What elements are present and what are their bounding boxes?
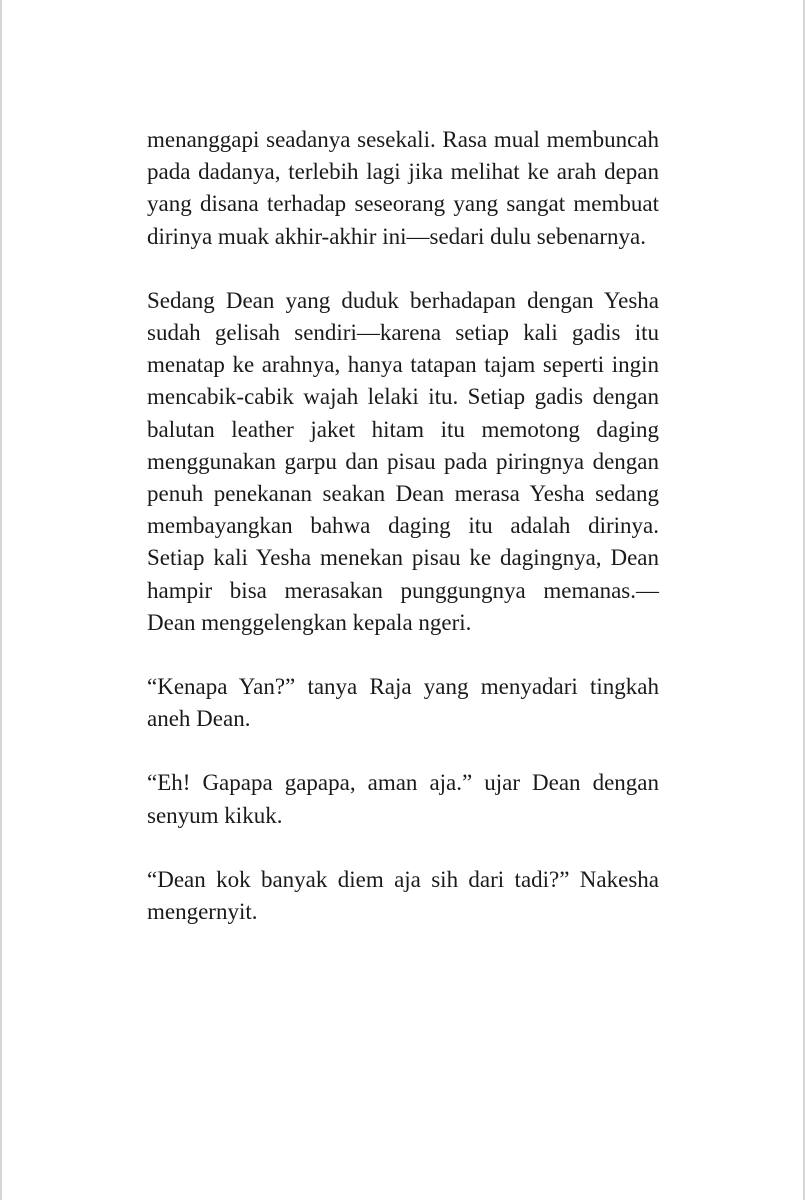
paragraph-2: Sedang Dean yang duduk berhadapan dengan Yesha sudah gelisah sendiri—karena setiap kali gadis itu menatap ke arahnya, hanya tatapan tajam seperti ingin mencabik-cabik wajah lelaki itu. Setiap gadis dengan balutan leather jaket hitam itu memotong daging menggunakan garpu dan pisau pada piringnya dengan penuh penekanan seakan Dean merasa Yesha sedang membayangkan bahwa daging itu adalah dirinya. Setiap kali Yesha menekan pisau ke dagingnya, Dean hampir bisa merasakan punggungnya memanas.—Dean menggelengkan kepala ngeri. <box>147 287 659 635</box>
paragraph-gap <box>147 832 659 864</box>
paragraph-gap <box>147 639 659 671</box>
paragraph-gap <box>147 735 659 767</box>
paragraph-1: menanggapi seadanya sesekali. Rasa mual membuncah pada dadanya, terlebih lagi jika melihat ke arah depan yang disana terhadap seseorang yang sangat membuat dirinya muak akhir-akhir ini—sedari dulu sebenarnya. <box>147 127 659 249</box>
paragraph-4: “Eh! Gapapa gapapa, aman aja.” ujar Dean dengan senyum kikuk. <box>147 770 659 828</box>
paragraph-3: “Kenapa Yan?” tanya Raja yang menyadari tingkah aneh Dean. <box>147 674 659 732</box>
page-edge-left <box>0 0 2 1200</box>
paragraph-gap <box>147 253 659 285</box>
text-column <box>147 124 659 928</box>
paragraph-5: “Dean kok banyak diem aja sih dari tadi?” Nakesha mengernyit. <box>147 866 659 925</box>
